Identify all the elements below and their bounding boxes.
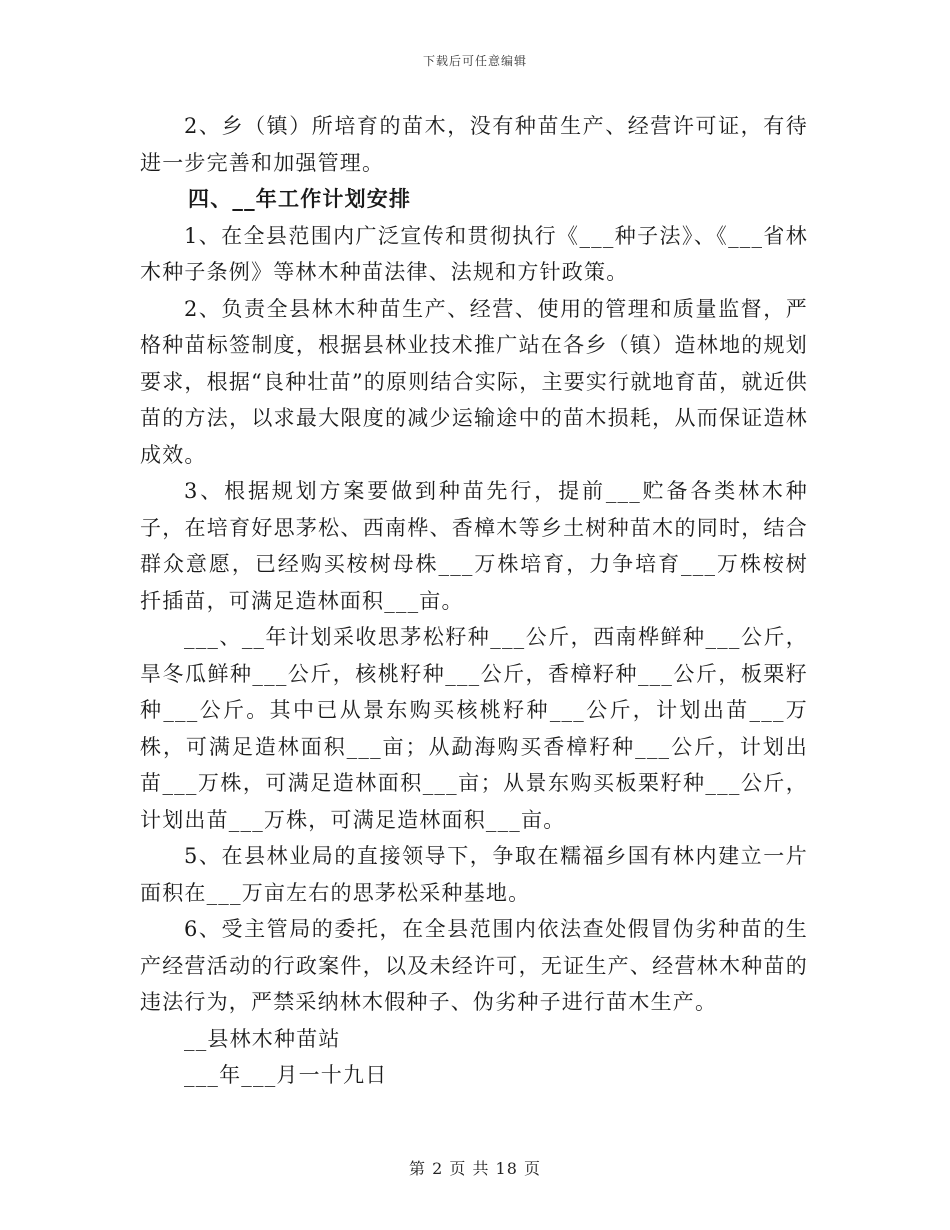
signature-date: ___年___月一十九日 bbox=[184, 1063, 388, 1087]
paragraph-plan-4: ___、__年计划采收思茅松籽种___公斤，西南桦鲜种___公斤，旱冬瓜鲜种___公斤，核桃籽种___公斤，香樟籽种___公斤，板栗籽种___公斤。其中已从景东购买核桃籽种___公斤，计划出苗___万株，可满足造林面积___亩；从勐海购买香樟籽种___公斤，计划出苗___万株，可满足造林面积___亩；从景东购买板栗籽种___公斤，计划出苗___万株，可满足造林面积___亩。 bbox=[140, 625, 808, 832]
signature-organization: __县林木种苗站 bbox=[184, 1026, 341, 1051]
paragraph-plan-5: 5、在县林业局的直接领导下，争取在糯福乡国有林内建立一片面积在___万亩左右的思茅松采种基地。 bbox=[140, 844, 808, 905]
paragraph-plan-1: 1、在全县范围内广泛宣传和贯彻执行《___种子法》、《___省林木种子条例》等林木种苗法律、法规和方针政策。 bbox=[140, 223, 808, 284]
paragraph-item-2-status: 2、乡（镇）所培育的苗木，没有种苗生产、经营许可证，有待进一步完善和加强管理。 bbox=[140, 114, 808, 175]
page-number: 第 2 页 共 18 页 bbox=[409, 1159, 541, 1178]
paragraph-plan-3: 3、根据规划方案要做到种苗先行，提前___贮备各类林木种子，在培育好思茅松、西南桦、香樟木等乡土树种苗木的同时，结合群众意愿，已经购买桉树母株___万株培育，力争培育___万株桉树扦插苗，可满足造林面积___亩。 bbox=[140, 479, 808, 613]
document-body bbox=[140, 108, 808, 1094]
paragraph-plan-6: 6、受主管局的委托，在全县范围内依法查处假冒伪劣种苗的生产经营活动的行政案件，以及未经许可，无证生产、经营林木种苗的违法行为，严禁采纳林木假种子、伪劣种子进行苗木生产。 bbox=[140, 917, 808, 1014]
section-heading-work-plan: 四、__年工作计划安排 bbox=[188, 187, 412, 211]
page-header: 下载后可任意编辑 bbox=[422, 54, 527, 68]
paragraph-plan-2: 2、负责全县林木种苗生产、经营、使用的管理和质量监督，严格种苗标签制度，根据县林业技术推广站在各乡（镇）造林地的规划要求，根据“良种壮苗”的原则结合实际，主要实行就地育苗，就近供苗的方法，以求最大限度的减少运输途中的苗木损耗，从而保证造林成效。 bbox=[140, 296, 808, 467]
